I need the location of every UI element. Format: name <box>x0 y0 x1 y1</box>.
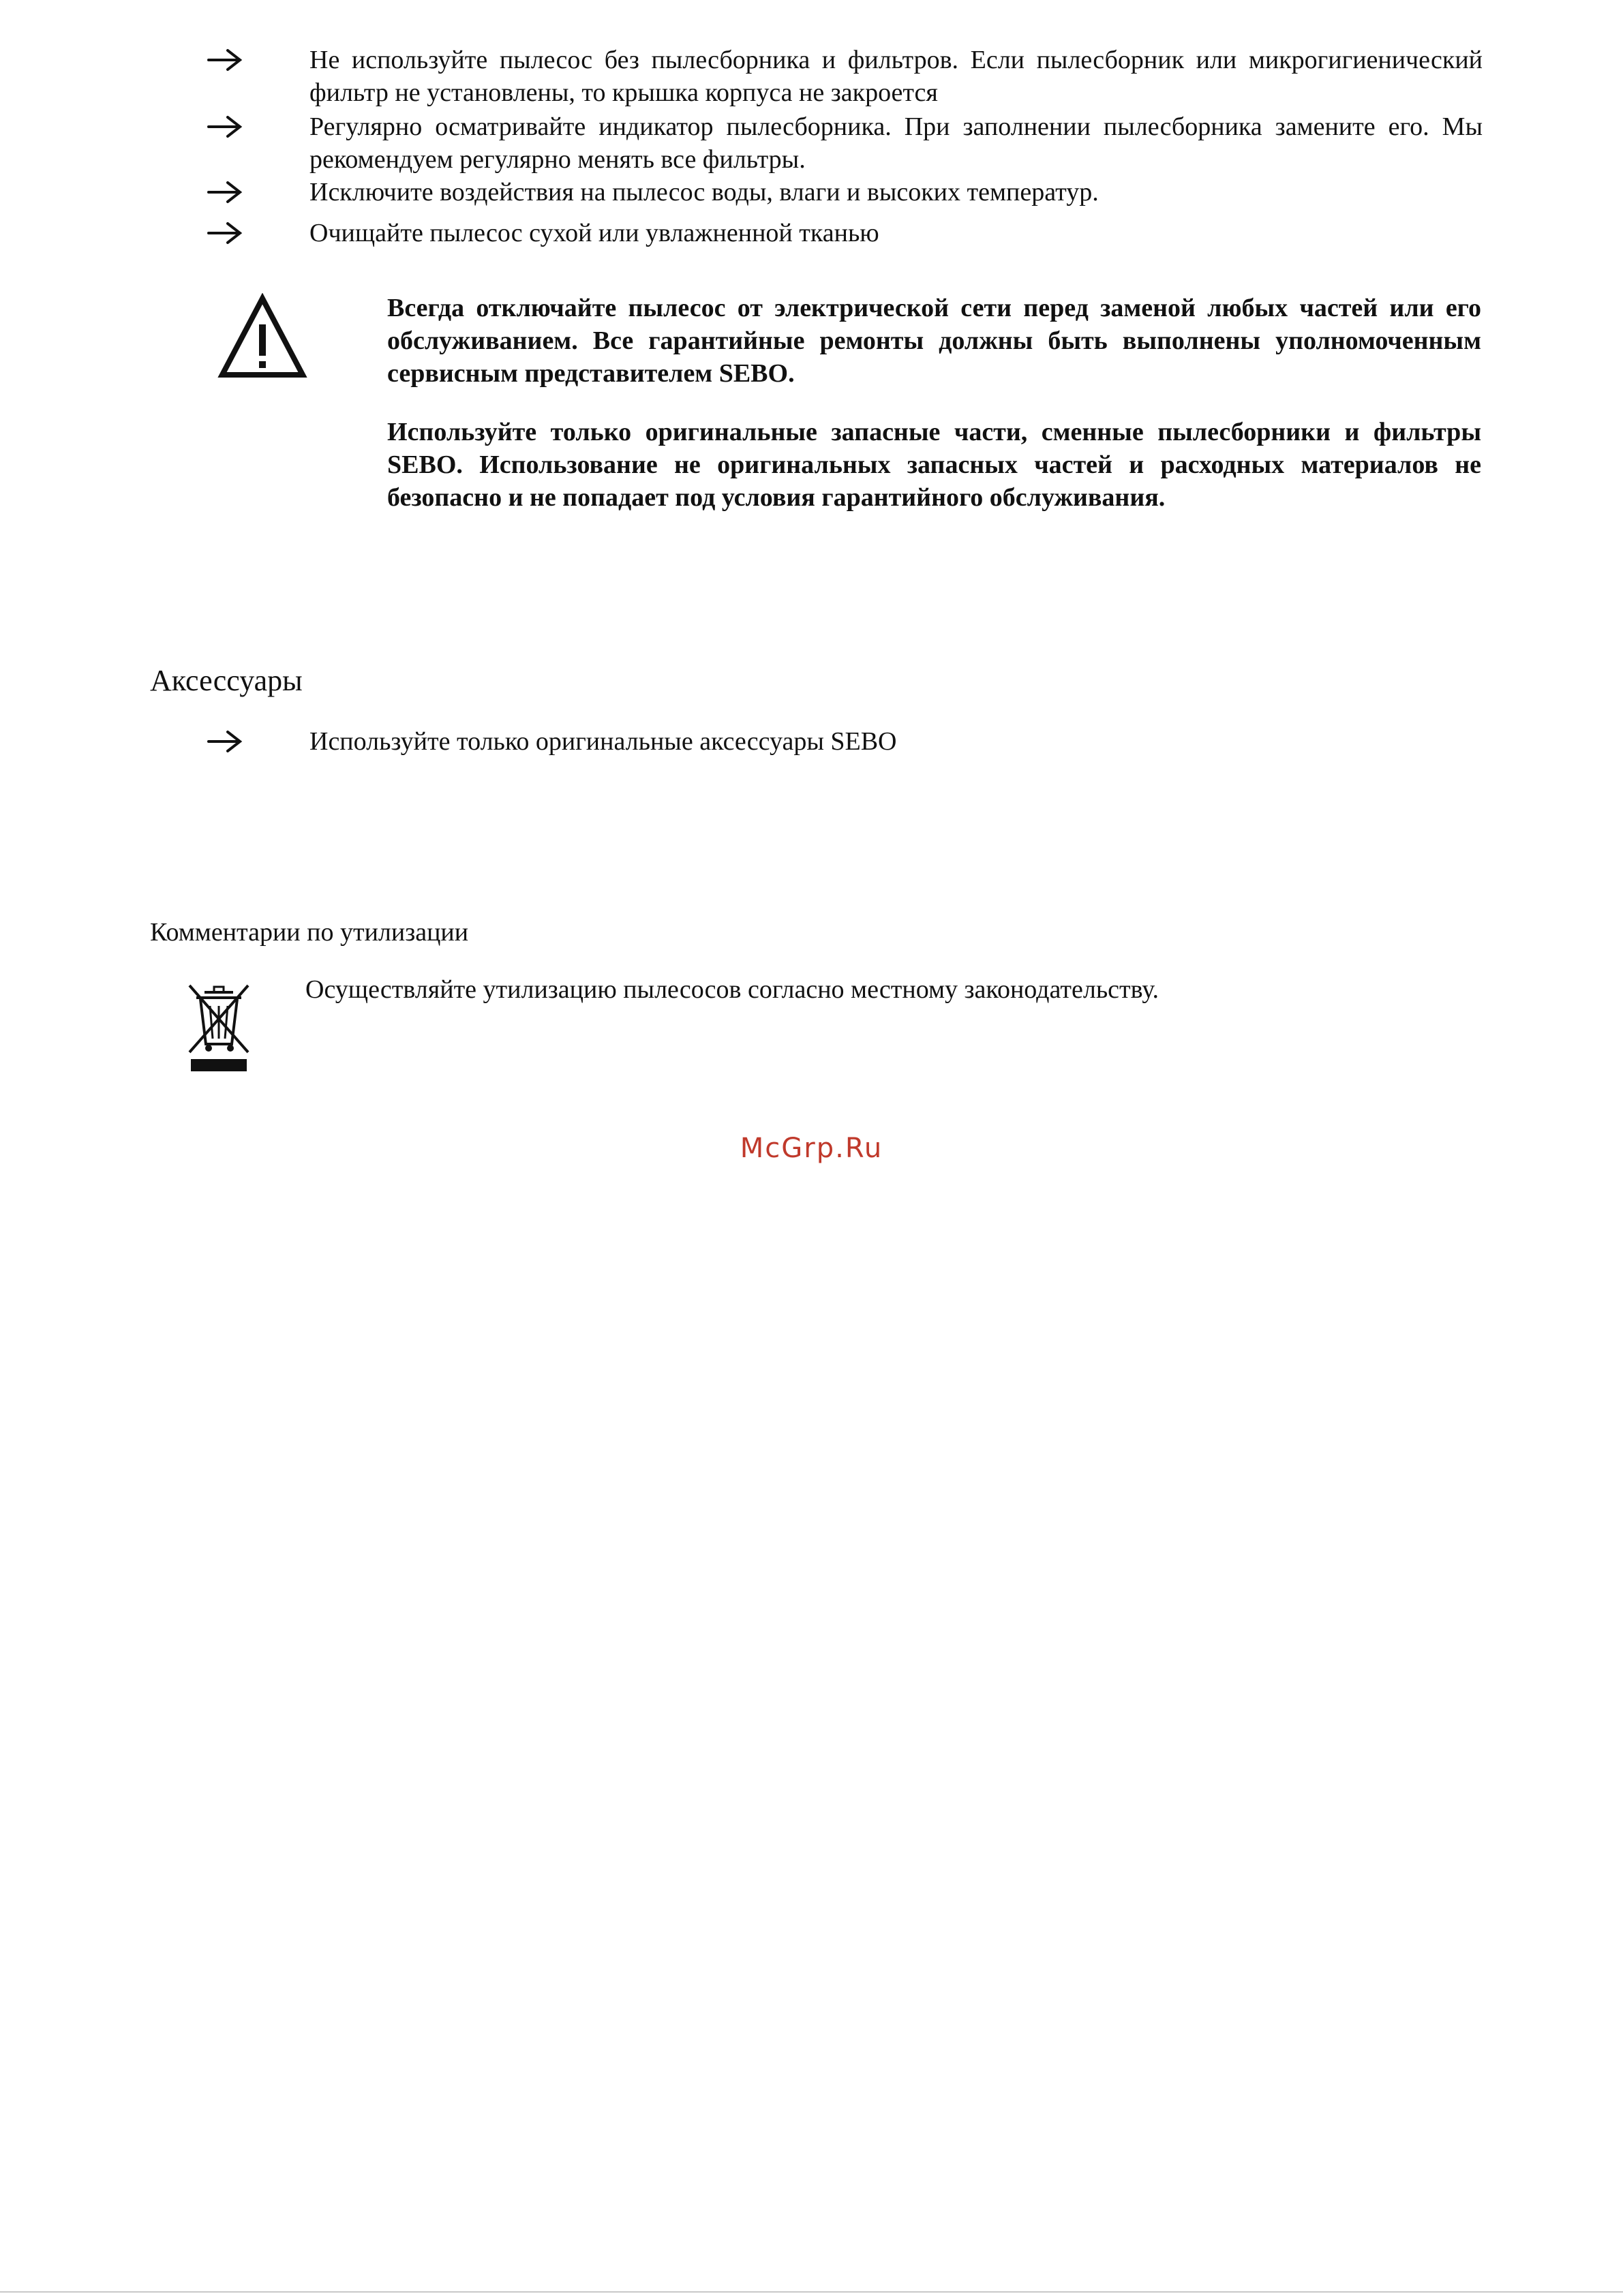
disposal-item <box>202 973 1483 1006</box>
arrow-right-icon <box>204 726 245 756</box>
arrow-right-icon <box>204 45 245 75</box>
page-bottom-edge <box>0 2291 1623 2293</box>
warning-paragraph: Всегда отключайте пылесос от электрической сети перед заменой любых частей или его обслуживанием. Все гарантийные ремонты должны быть выполнены уполномоченным сервисным представителем SEBO. <box>387 294 1481 388</box>
section-heading: Аксессуары <box>150 664 303 697</box>
bullet-text: Исключите воздействия на пылесос воды, влаги и высоких температур. <box>309 178 1099 206</box>
bullet-text: Не используйте пылесос без пылесборника и фильтров. Если пылесборник или микрогигиенический фильтр не установлены, то крышка корпуса не закроется <box>309 46 1483 107</box>
bullet-item <box>204 176 1483 209</box>
disposal-text: Осуществляйте утилизацию пылесосов согласно местному законодательству. <box>305 975 1159 1004</box>
bullet-item <box>204 44 1483 109</box>
bullet-text: Регулярно осматривайте индикатор пылесборника. При заполнении пылесборника замените его. Мы рекомендуем регулярно менять все фильтры. <box>309 112 1483 174</box>
warning-triangle-icon <box>217 293 308 382</box>
watermark-text: McGrp.Ru <box>740 1133 883 1164</box>
bullet-item <box>204 725 1483 758</box>
bullet-text: Используйте только оригинальные аксессуары SEBO <box>309 727 897 756</box>
bullet-item <box>204 110 1483 176</box>
section-heading: Комментарии по утилизации <box>150 918 469 947</box>
arrow-right-icon <box>204 218 245 248</box>
arrow-right-icon <box>204 177 245 207</box>
arrow-right-icon <box>204 112 245 142</box>
warning-paragraph: Используйте только оригинальные запасные части, сменные пылесборники и фильтры SEBO. Использование не оригинальных запасных частей и расходных материалов не безопасно и не попадает под условия гарантийного обслуживания. <box>387 418 1481 512</box>
bullet-text: Очищайте пылесос сухой или увлажненной тканью <box>309 219 879 247</box>
bullet-item <box>204 217 1483 249</box>
